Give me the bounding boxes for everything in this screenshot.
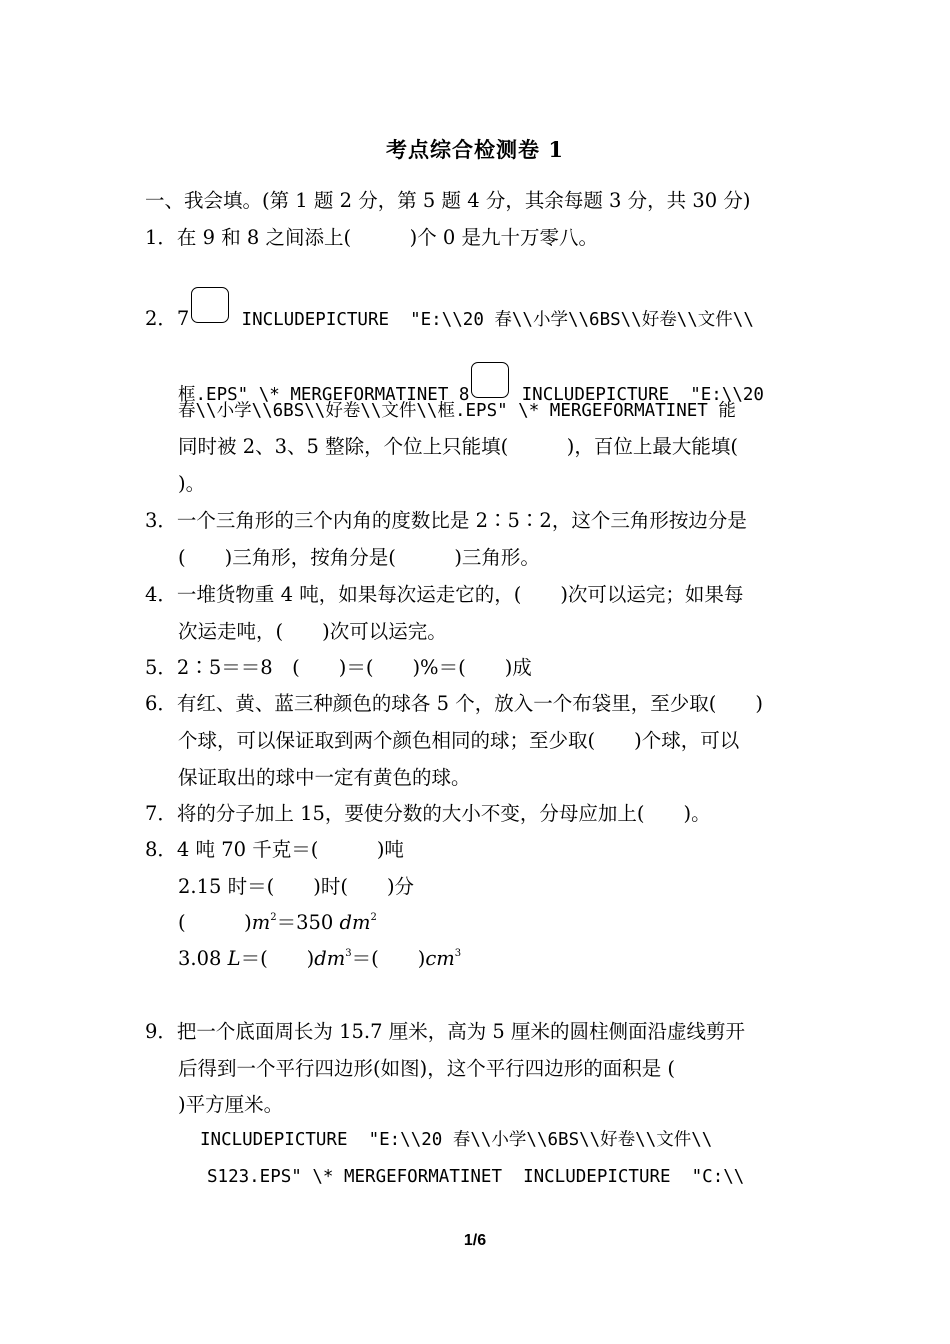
q8-value: ＝350 [276, 911, 334, 934]
section-heading: 一、我会填。(第 1 题 2 分，第 5 题 4 分，其余每题 3 分，共 30 分) [145, 189, 751, 212]
q2-field-code-3: INCLUDEPICTURE "E:\\20 [521, 385, 764, 405]
unit-dm3: dm [314, 947, 346, 970]
question-3-line-2: ( )三角形，按角分是( )三角形。 [178, 546, 540, 569]
question-9-line-3: )平方厘米。 [178, 1093, 284, 1116]
question-8-line-2: 2.15 时＝( )时( )分 [178, 875, 415, 898]
question-4-line-1: 4．一堆货物重 4 吨，如果每次运走它的，( )次可以运完；如果每 [145, 583, 744, 606]
exponent: 2 [270, 912, 277, 923]
question-6-line-3: 保证取出的球中一定有黄色的球。 [178, 766, 471, 789]
question-7: 7．将的分子加上 15，要使分数的大小不变，分母应加上( )。 [145, 802, 711, 825]
question-2-line-2 [178, 362, 764, 405]
unit-dm2: dm [339, 911, 371, 934]
question-1: 1．在 9 和 8 之间添上( )个 0 是九十万零八。 [145, 226, 599, 249]
exponent: 2 [370, 912, 377, 923]
question-2-line-5: )。 [178, 472, 206, 495]
unit-l: L [227, 947, 241, 970]
page-number: 1/6 [463, 1232, 487, 1249]
q2-field-code-4: 春\\小学\\6BS\\好卷\\文件\\框.EPS" \* MERGEFORMATINET 能 [178, 401, 736, 421]
q8-liters: 3.08 [178, 947, 222, 970]
question-9-line-2: 后得到一个平行四边形(如图)，这个平行四边形的面积是 ( [178, 1057, 676, 1080]
question-2-line-3 [178, 400, 736, 421]
q8-blank: ( ) [178, 911, 252, 934]
q8-blank-3: ＝( ) [351, 947, 426, 970]
exponent: 3 [345, 948, 352, 959]
q2-field-code: INCLUDEPICTURE "E:\\20 春\\小学\\6BS\\好卷\\文件\\ [241, 310, 754, 330]
question-5: 5．2∶5＝＝8 ( )＝( )%＝( )成 [145, 656, 532, 679]
question-6-line-1: 6．有红、黄、蓝三种颜色的球各 5 个，放入一个布袋里，至少取( ) [145, 692, 763, 715]
unit-cm3: cm [425, 947, 455, 970]
q2-lead: 2．7 [145, 307, 190, 330]
q2-field-code-2: 框.EPS" \* MERGEFORMATINET 8 [178, 385, 470, 405]
question-9-field-code-1: INCLUDEPICTURE "E:\\20 春\\小学\\6BS\\好卷\\文件\\ [200, 1130, 713, 1150]
question-2-line-4: 同时被 2、3、5 整除，个位上只能填( )，百位上最大能填( [178, 435, 738, 458]
blank-box-icon [191, 287, 229, 323]
page-title: 考点综合检测卷 1 [386, 137, 564, 162]
question-8-line-3 [178, 913, 377, 933]
q8-blank-2: ＝( ) [240, 947, 315, 970]
question-8-line-4 [178, 949, 461, 969]
question-6-line-2: 个球，可以保证取到两个颜色相同的球；至少取( )个球，可以 [178, 729, 740, 752]
question-8-line-1: 8．4 吨 70 千克＝( )吨 [145, 838, 404, 861]
blank-box-icon [471, 362, 509, 398]
unit-m2: m [251, 911, 271, 934]
exponent: 3 [454, 948, 462, 959]
question-2-line-1 [145, 287, 754, 330]
question-9-field-code-2: S123.EPS" \* MERGEFORMATINET INCLUDEPICTURE "C:\\ [207, 1167, 745, 1187]
question-4-line-2: 次运走吨，( )次可以运完。 [178, 620, 447, 643]
question-9-line-1: 9．把一个底面周长为 15.7 厘米，高为 5 厘米的圆柱侧面沿虚线剪开 [145, 1020, 746, 1043]
question-3-line-1: 3．一个三角形的三个内角的度数比是 2∶5∶2，这个三角形按边分是 [145, 509, 747, 532]
